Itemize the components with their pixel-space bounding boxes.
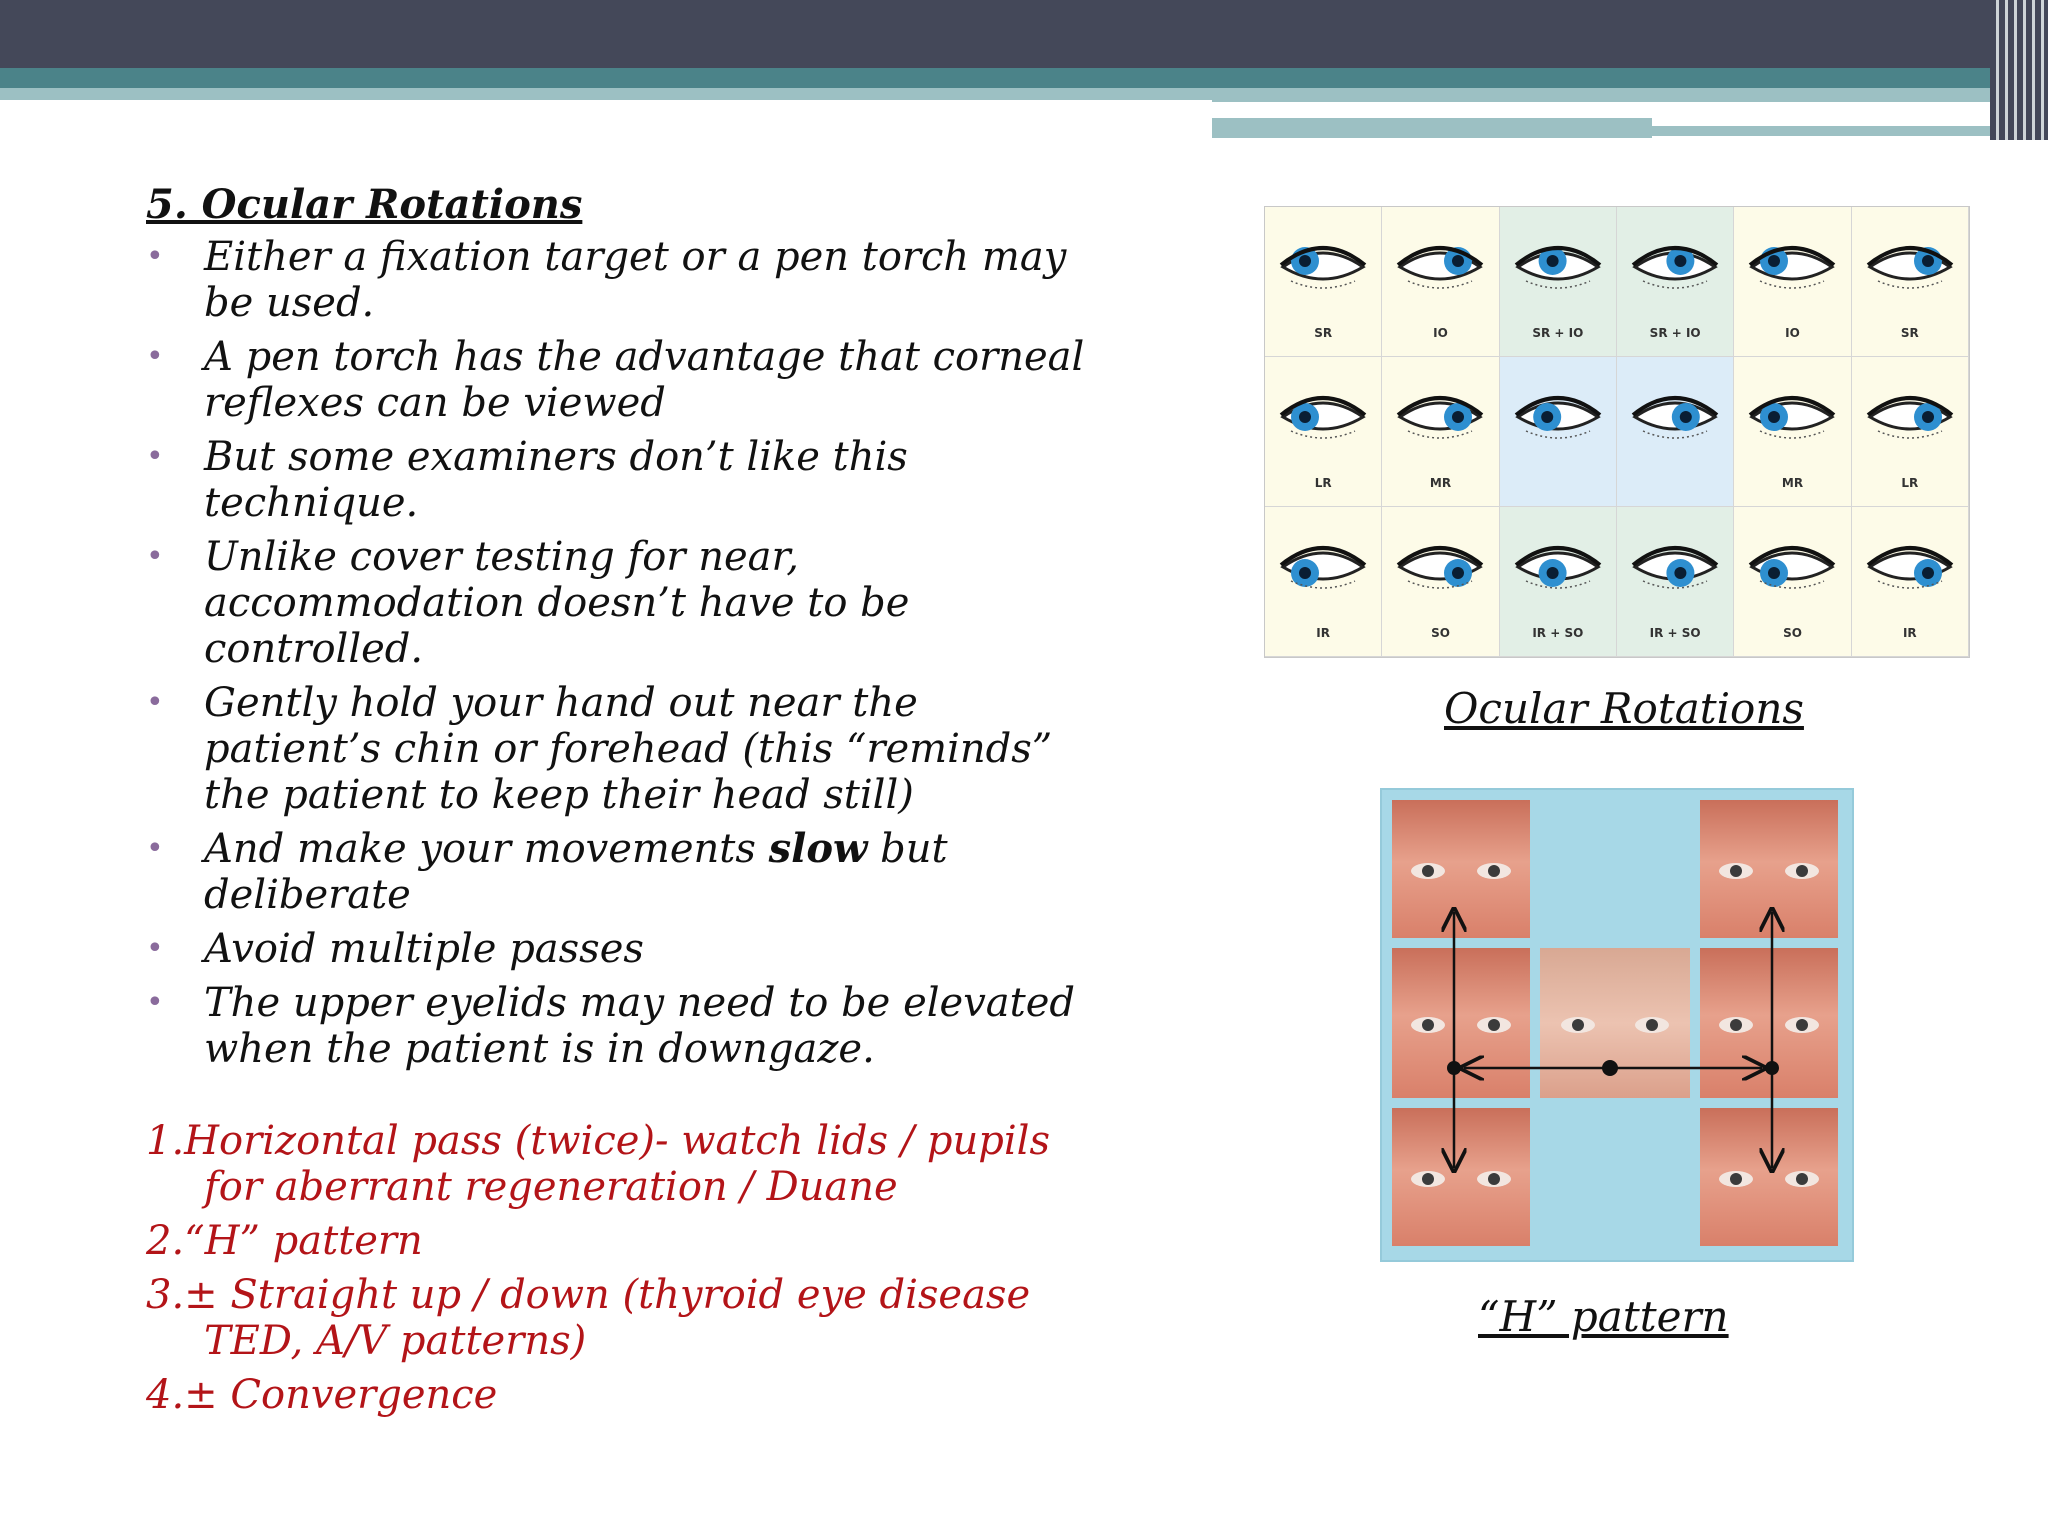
eye-icon [1277, 241, 1369, 293]
muscle-label: MR [1781, 476, 1804, 490]
header-light-bar-lower [1212, 118, 1652, 138]
h-pattern-figure [1380, 788, 1854, 1262]
eye-icon [1394, 241, 1486, 293]
step-item: 1.Horizontal pass (twice)- watch lids / pupils for aberrant regeneration / Duane [146, 1118, 1050, 1210]
eye-icon [1394, 391, 1486, 443]
bullet-marker: • [146, 239, 164, 274]
bullet-item [146, 534, 1106, 672]
eye-cell [1852, 207, 1969, 357]
eye-cell [1265, 357, 1382, 507]
bullet-item [146, 334, 1106, 426]
muscle-label: SR [1314, 326, 1333, 340]
bullet-marker: • [146, 685, 164, 720]
eye-icon [1629, 241, 1721, 293]
eye-cell [1617, 507, 1734, 657]
header-accent-bar [0, 68, 2048, 88]
bullet-marker: • [146, 985, 164, 1020]
bullet-text: A pen torch has the advantage that corneal reflexes can be viewed [204, 334, 1085, 426]
muscle-label: IR [1902, 626, 1917, 640]
eye-icon [1512, 391, 1604, 443]
eye-icon [1629, 541, 1721, 593]
bullet-item [146, 434, 1106, 526]
slide-body [146, 180, 1106, 1426]
muscle-label: IR [1316, 626, 1331, 640]
muscle-label: LR [1314, 476, 1332, 490]
bullet-marker: • [146, 439, 164, 474]
eye-icon [1629, 391, 1721, 443]
muscle-label: IR + SO [1532, 626, 1584, 640]
eye-icon [1512, 241, 1604, 293]
eye-cell [1500, 507, 1617, 657]
bullet-item [146, 234, 1106, 326]
muscle-label: SR + IO [1649, 326, 1701, 340]
eye-icon [1864, 391, 1956, 443]
muscle-label: SR [1900, 326, 1919, 340]
bullet-item [146, 926, 1106, 972]
bullet-marker: • [146, 339, 164, 374]
muscle-label: IO [1433, 326, 1448, 340]
bullet-text: Avoid multiple passes [204, 926, 644, 972]
step-item: 2.“H” pattern [146, 1218, 423, 1264]
eye-icon [1746, 241, 1838, 293]
eye-cell [1734, 357, 1851, 507]
eye-icon [1394, 541, 1486, 593]
bullet-text: And make your movements [204, 826, 769, 872]
bullet-item [146, 980, 1106, 1072]
bullet-text: The upper eyelids may need to be elevated when the patient is in downgaze. [204, 980, 1075, 1072]
header-bar [0, 0, 2048, 68]
eye-icon [1512, 541, 1604, 593]
header-stripes [1990, 0, 2048, 140]
eye-cell [1265, 207, 1382, 357]
eye-cell [1617, 207, 1734, 357]
eye-icon [1864, 541, 1956, 593]
bullet-list [146, 234, 1106, 1072]
muscle-label: SO [1431, 626, 1450, 640]
bullet-emphasis: slow [768, 825, 868, 872]
bullet-item [146, 680, 1106, 818]
bullet-text: But some examiners don’t like this technique. [204, 434, 908, 526]
eye-icon [1277, 541, 1369, 593]
bullet-marker: • [146, 539, 164, 574]
eye-cell [1500, 207, 1617, 357]
steps-list [146, 1118, 1106, 1418]
bullet-text: Either a fixation target or a pen torch may be used. [204, 234, 1067, 326]
eye-cell [1617, 357, 1734, 507]
eye-icon [1746, 391, 1838, 443]
eye-cell [1382, 357, 1499, 507]
muscle-label: SO [1783, 626, 1802, 640]
ocular-rotations-caption: Ocular Rotations [1444, 684, 1804, 733]
muscle-label: LR [1901, 476, 1919, 490]
eye-icon [1746, 541, 1838, 593]
header-divider-line [1212, 110, 1898, 116]
slide-heading: 5. Ocular Rotations [146, 181, 583, 228]
muscle-label: MR [1429, 476, 1452, 490]
step-item: 3.± Straight up / down (thyroid eye disease TED, A/V patterns) [146, 1272, 1031, 1364]
eye-cell [1265, 507, 1382, 657]
eye-icon [1277, 391, 1369, 443]
step-item: 4.± Convergence [146, 1372, 498, 1418]
bullet-text: Unlike cover testing for near, accommodation doesn’t have to be controlled. [204, 534, 910, 672]
eye-icon [1864, 241, 1956, 293]
muscle-label: IR + SO [1649, 626, 1701, 640]
eye-cell [1382, 507, 1499, 657]
eye-cell [1382, 207, 1499, 357]
eye-cell [1852, 507, 1969, 657]
eye-cell [1734, 507, 1851, 657]
bullet-marker: • [146, 831, 164, 866]
header-light-bar-right [1212, 88, 2048, 102]
muscle-label: SR + IO [1532, 326, 1584, 340]
header-light-bar [0, 88, 1212, 100]
bullet-marker: • [146, 931, 164, 966]
eye-cell [1734, 207, 1851, 357]
bullet-text: but deliberate [204, 826, 948, 918]
bullet-text: Gently hold your hand out near the patient’s chin or forehead (this “reminds” the patient to keep their head still) [204, 680, 1053, 818]
muscle-label: IO [1785, 326, 1800, 340]
bullet-item [146, 826, 1106, 918]
ocular-rotations-figure [1264, 206, 1970, 658]
h-pattern-caption: “H” pattern [1478, 1292, 1729, 1341]
h-pattern-arrows [1382, 790, 1852, 1260]
eye-cell [1500, 357, 1617, 507]
header-light-bar-end [1652, 126, 2012, 136]
eye-cell [1852, 357, 1969, 507]
